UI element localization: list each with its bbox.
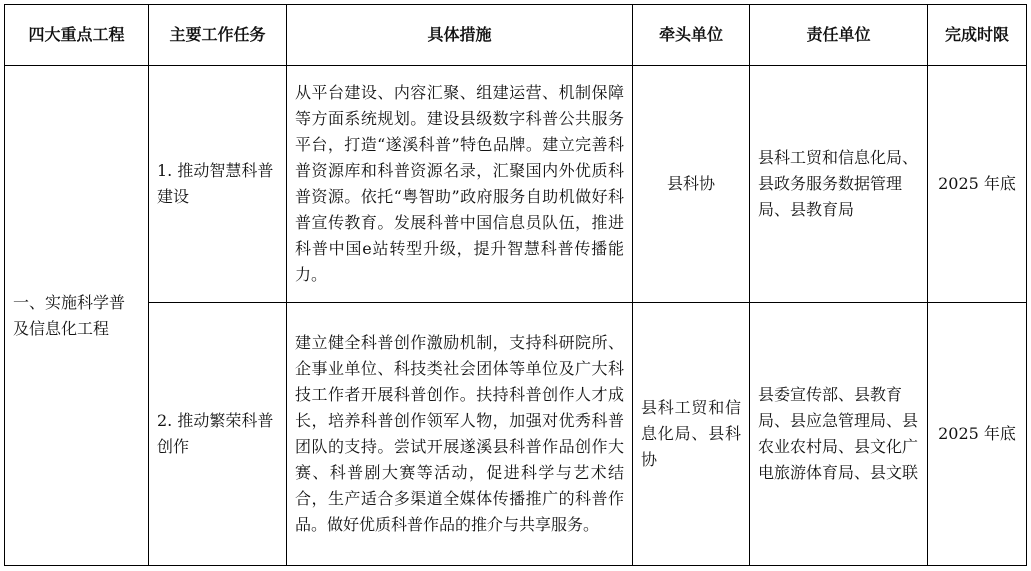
header-task: 主要工作任务 [149, 5, 287, 66]
measure-cell: 建立健全科普创作激励机制，支持科研院所、企事业单位、科技类社会团体等单位及广大科技工作者开展科普创作。扶持科普创作人才成长，培养科普创作领军人物，加强对优秀科普团队的支持。尝试开展遂溪县科普作品创作大赛、科普剧大赛等活动，促进科学与艺术结合，生产适合多渠道全媒体传播推广的科普作品。做好优质科普作品的推介与共享服务。 [287, 303, 633, 566]
task-cell: 2. 推动繁荣科普创作 [149, 303, 287, 566]
header-row [5, 5, 1027, 66]
header-measure: 具体措施 [287, 5, 633, 66]
task-table [4, 4, 1027, 566]
table-row [5, 66, 1027, 303]
table-row [5, 303, 1027, 566]
task-cell: 1. 推动智慧科普建设 [149, 66, 287, 303]
measure-cell: 从平台建设、内容汇聚、组建运营、机制保障等方面系统规划。建设县级数字科普公共服务平台，打造“遂溪科普”特色品牌。建立完善科普资源库和科普资源名录，汇聚国内外优质科普资源。依托“粤智助”政府服务自助机做好科普宣传教育。发展科普中国信息员队伍，推进科普中国e站转型升级，提升智慧科普传播能力。 [287, 66, 633, 303]
header-lead-unit: 牵头单位 [633, 5, 750, 66]
lead-unit-cell: 县科工贸和信息化局、县科协 [633, 303, 750, 566]
responsible-unit-cell: 县委宣传部、县教育局、县应急管理局、县农业农村局、县文化广电旅游体育局、县文联 [750, 303, 928, 566]
project-cell: 一、实施科学普及信息化工程 [5, 66, 149, 566]
header-project: 四大重点工程 [5, 5, 149, 66]
deadline-cell: 2025 年底 [928, 303, 1027, 566]
header-responsible-unit: 责任单位 [750, 5, 928, 66]
deadline-cell: 2025 年底 [928, 66, 1027, 303]
lead-unit-cell: 县科协 [633, 66, 750, 303]
header-deadline: 完成时限 [928, 5, 1027, 66]
responsible-unit-cell: 县科工贸和信息化局、县政务服务数据管理局、县教育局 [750, 66, 928, 303]
